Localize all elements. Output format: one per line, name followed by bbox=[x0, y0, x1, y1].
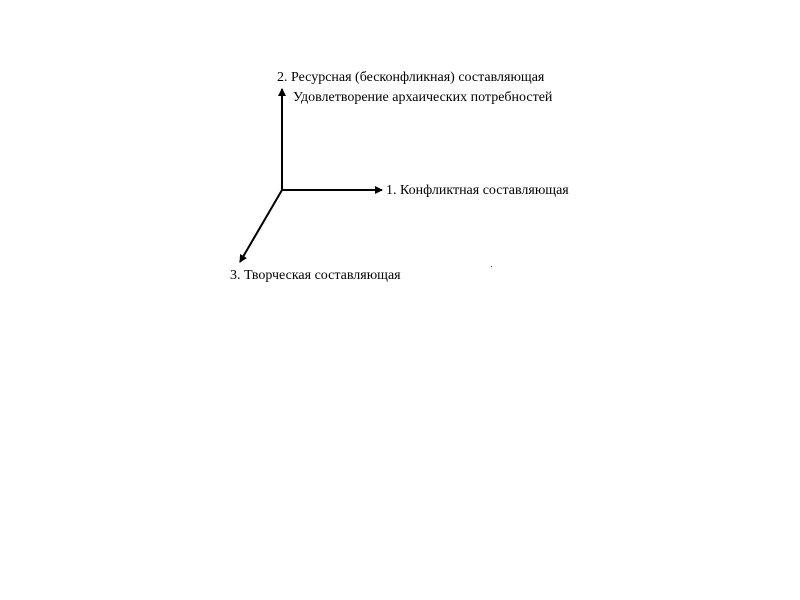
axis-3-label: 3. Творческая составляющая bbox=[230, 268, 401, 283]
stray-dot bbox=[491, 266, 492, 267]
axis-3-arrow bbox=[240, 190, 282, 262]
axis-1-label: 1. Конфликтная составляющая bbox=[386, 183, 569, 198]
axis-2-label: 2. Ресурсная (бесконфликная) составляющая bbox=[277, 70, 545, 85]
axis-2-sublabel: Удовлетворение архаических потребностей bbox=[293, 90, 553, 105]
